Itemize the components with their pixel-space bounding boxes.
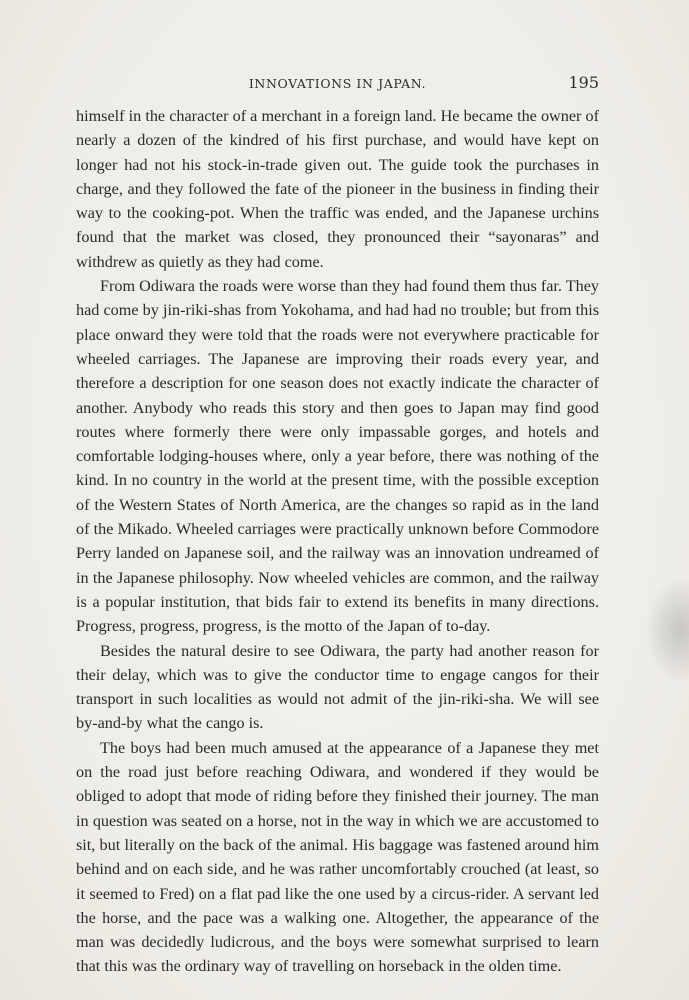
running-title: INNOVATIONS IN JAPAN. <box>248 76 427 91</box>
paper-stain <box>647 580 689 680</box>
running-head <box>76 73 599 98</box>
page-number: 195 <box>568 73 599 92</box>
paragraph: The boys had been much amused at the appearance of a Japanese they met on the road just before reaching Odiwara, and wondered if they would be obliged to adopt that mode of riding before they finished their journey. The man in question was seated on a horse, not in the way in which we are accustomed to sit, but literally on the back of the animal. His baggage was fastened around him behind and on each side, and he was rather uncomfortably crouched (at least, so it seemed to Fred) on a flat pad like the one used by a circus-rider. A servant led the horse, and the pace was a walking one. Altogether, the appearance of the man was decidedly ludicrous, and the boys were somewhat surprised to learn that this was the ordinary way of travelling on horseback in the olden time. <box>76 738 599 976</box>
paragraph: Besides the natural desire to see Odiwara, the party had another reason for their delay, which was to give the conductor time to engage cangos for their transport in such localities as would not admit of the jin-riki-sha. We will see by-and-by what the cango is. <box>76 641 599 733</box>
paragraph: From Odiwara the roads were worse than they had found them thus far. They had come by jin-riki-shas from Yokohama, and had had no trouble; but from this place onward they were told that the roads were not everywhere practicable for wheeled carriages. The Japanese are improving their roads every year, and therefore a description for one season does not exactly indicate the character of another. Anybody who reads this story and then goes to Japan may find good routes where formerly there were only impassable gorges, and hotels and comfortable lodging-houses where, only a year before, there was nothing of the kind. In no country in the world at the present time, with the possible exception of the Western States of North America, are the changes so rapid as in the land of the Mikado. Wheeled carriages were practically unknown before Commodore Perry landed on Japanese soil, and the railway was an innovation undreamed of in the Japanese philosophy. Now wheeled vehicles are common, and the railway is a popular institution, that bids fair to extend its benefits in many directions. Progress, progress, progress, is the motto of the Japan of to-day. <box>76 277 599 636</box>
paragraph-continued: himself in the character of a merchant in a foreign land. He became the owner of nearly a dozen of the kindred of his first purchase, and would have kept on longer had not his stock-in-trade given out. The guide took the purchases in charge, and they followed the fate of the pioneer in the business in finding their way to the cooking-pot. When the traffic was ended, and the Japanese urchins found that the market was closed, they pronounced their “sayonaras” and withdrew as quietly as they had come. <box>76 107 599 271</box>
body-text <box>76 104 599 979</box>
